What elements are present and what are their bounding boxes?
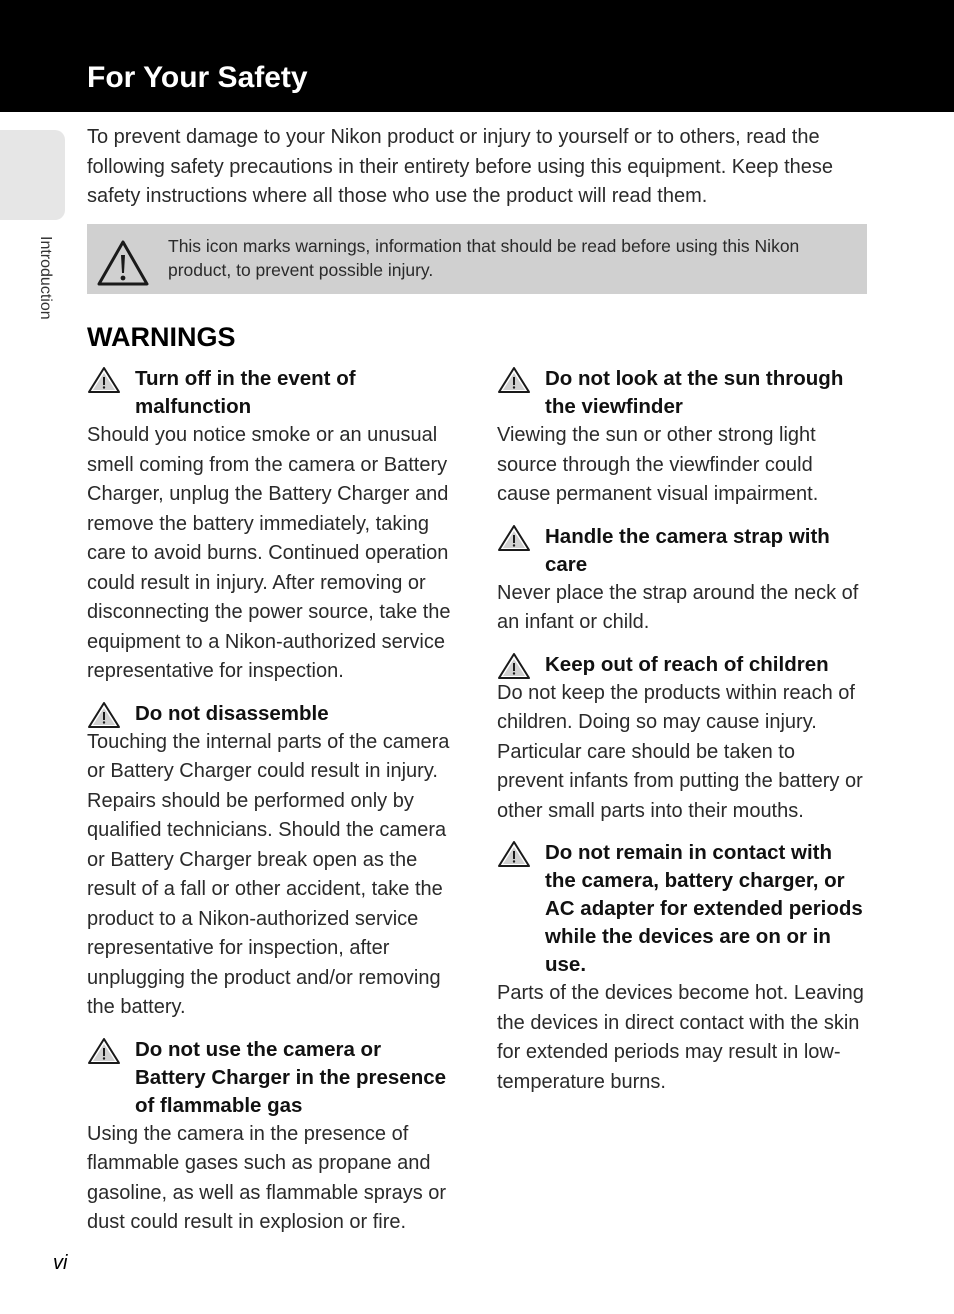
warning-body: Parts of the devices become hot. Leaving the devices in direct contact with the skin for extended periods may result in low-temperature burns.: [497, 982, 864, 1093]
warning-title: Keep out of reach of children: [545, 652, 829, 676]
warnings-column-left: [87, 365, 457, 1251]
warning-item: [87, 1036, 457, 1238]
warnings-heading: WARNINGS: [87, 322, 236, 352]
warning-triangle-icon: [87, 366, 121, 394]
warning-triangle-icon: [87, 1037, 121, 1065]
intro-paragraph: To prevent damage to your Nikon product or injury to yourself or to others, read the following safety precautions in their entirety before using this equipment. Keep these safety instructions where all those who use the product will read them.: [87, 126, 833, 207]
warning-title: Do not disassemble: [135, 701, 329, 725]
warning-item-header: [497, 523, 867, 579]
warning-item: [87, 700, 457, 1023]
warning-item-header: [497, 839, 867, 979]
warning-title: Turn off in the event of malfunction: [135, 367, 356, 418]
warning-item: [497, 839, 867, 1097]
warning-triangle-icon: [497, 524, 531, 552]
warnings-column-right: [497, 365, 867, 1110]
warning-triangle-icon: [497, 652, 531, 680]
warning-triangle-icon: [497, 840, 531, 868]
page-title: For Your Safety: [87, 61, 308, 94]
notice-box: [87, 224, 867, 294]
page-number: vi: [53, 1252, 68, 1274]
warning-item-header: [87, 1036, 457, 1120]
warning-item-header: [497, 365, 867, 421]
warning-triangle-icon: [497, 366, 531, 394]
warning-item: [497, 365, 867, 510]
warning-item-header: [87, 700, 457, 728]
warning-body: Using the camera in the presence of flammable gases such as propane and gasoline, as well as flammable sprays or dust could result in explosion or fire.: [87, 1122, 447, 1233]
side-tab-label: Introduction: [37, 236, 54, 320]
warning-title: Handle the camera strap with care: [545, 524, 830, 576]
warning-item-header: [497, 651, 867, 679]
warning-triangle-icon: [97, 239, 149, 287]
warning-body: Viewing the sun or other strong light source through the viewfinder could cause permanent visual impairment.: [497, 424, 819, 505]
warning-body: Never place the strap around the neck of an infant or child.: [497, 581, 859, 633]
warning-body: Touching the internal parts of the camera or Battery Charger could result in injury. Repairs should be performed only by qualified technicians. Should the camera or Battery Charger break open as the result of a fall or other accident, take the product to a Nikon-authorized service representative for inspection, after unplugging the product and/or removing the battery.: [87, 730, 450, 1018]
side-tab[interactable]: [0, 130, 65, 220]
notice-text: This icon marks warnings, information that should be read before using this Nikon product, to prevent possible injury.: [168, 236, 800, 280]
warning-item: [497, 651, 867, 827]
warning-title: Do not use the camera or Battery Charger in the presence of flammable gas: [135, 1037, 447, 1117]
warning-item-header: [87, 365, 457, 421]
header-bar: [0, 0, 954, 112]
warning-triangle-icon: [87, 701, 121, 729]
warning-body: Do not keep the products within reach of children. Doing so may cause injury. Particular care should be taken to prevent infants from putting the battery or other small parts into their mouths.: [497, 681, 863, 822]
warning-item: [87, 365, 457, 687]
warning-title: Do not remain in contact with the camera, battery charger, or AC adapter for extended periods while the devices are on or in use.: [545, 841, 863, 976]
warning-body: Should you notice smoke or an unusual smell coming from the camera or Battery Charger, unplug the Battery Charger and remove the battery immediately, taking care to avoid burns. Continued operation could result in injury. After removing or disconnecting the power source, take the equipment to a Nikon-authorized service representative for inspection.: [87, 424, 451, 682]
warning-item: [497, 523, 867, 638]
warning-title: Do not look at the sun through the viewfinder: [545, 367, 844, 418]
